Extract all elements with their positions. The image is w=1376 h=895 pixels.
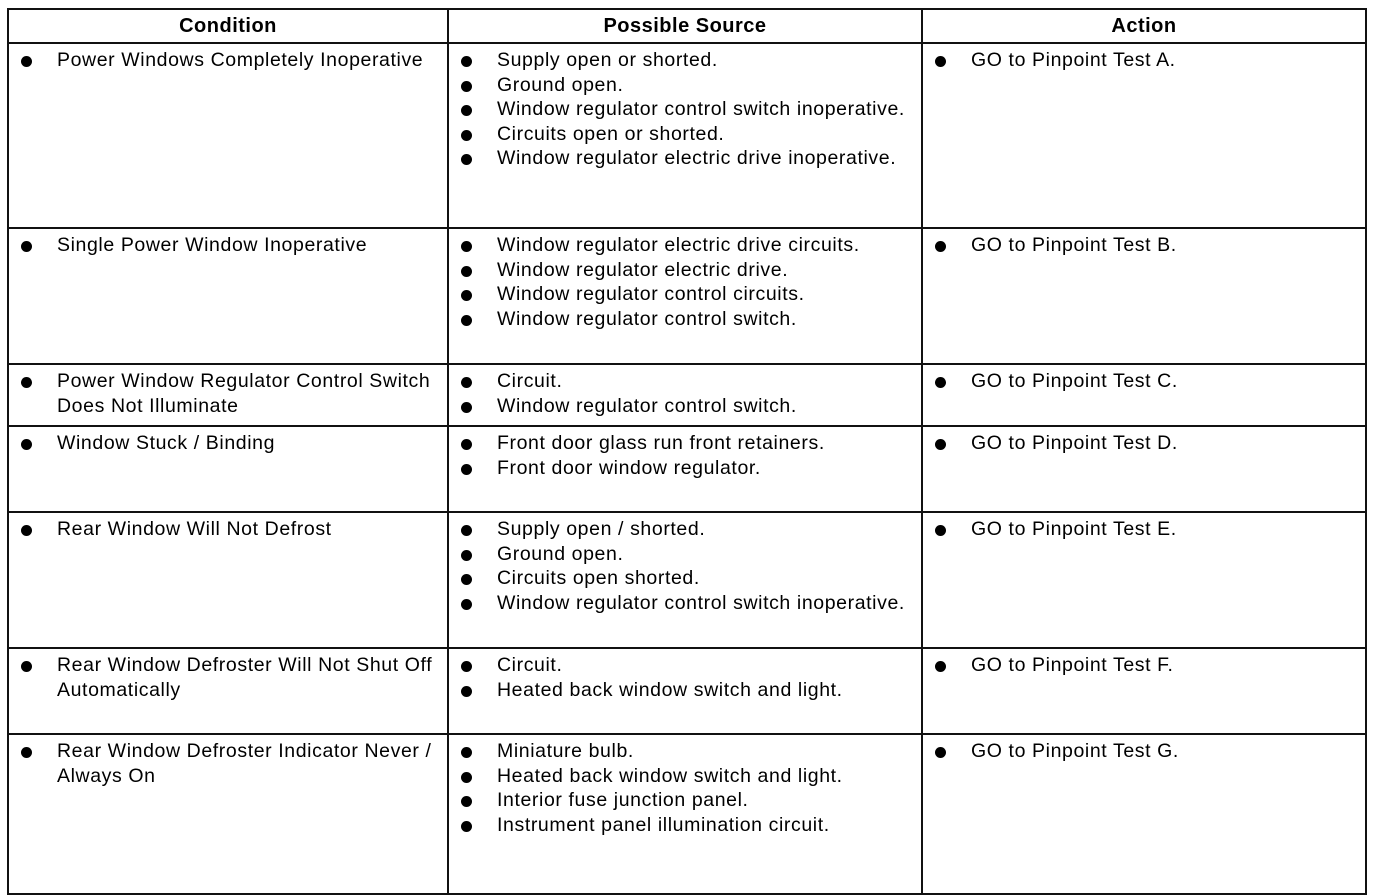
source-item: Front door window regulator. xyxy=(459,456,915,481)
source-item: Heated back window switch and light. xyxy=(459,678,915,703)
source-item: Window regulator control switch. xyxy=(459,394,915,419)
action-text: GO to Pinpoint Test D. xyxy=(933,431,1359,456)
source-item: Window regulator control circuits. xyxy=(459,282,915,307)
condition-cell xyxy=(8,734,448,894)
source-cell xyxy=(448,43,922,228)
table-row xyxy=(8,648,1366,734)
source-item: Circuit. xyxy=(459,369,915,394)
action-text: GO to Pinpoint Test G. xyxy=(933,739,1359,764)
source-item: Heated back window switch and light. xyxy=(459,764,915,789)
action-cell xyxy=(922,43,1366,228)
condition-cell xyxy=(8,43,448,228)
condition-cell xyxy=(8,512,448,648)
source-cell xyxy=(448,364,922,426)
source-item: Supply open or shorted. xyxy=(459,48,915,73)
table-row xyxy=(8,364,1366,426)
source-item: Miniature bulb. xyxy=(459,739,915,764)
condition-text: Rear Window Will Not Defrost xyxy=(19,517,441,542)
condition-text: Power Window Regulator Control Switch Does Not Illuminate xyxy=(19,369,441,418)
source-item: Ground open. xyxy=(459,73,915,98)
source-item: Window regulator electric drive circuits. xyxy=(459,233,915,258)
source-item: Circuits open shorted. xyxy=(459,566,915,591)
table-row xyxy=(8,43,1366,228)
source-item: Window regulator control switch inoperative. xyxy=(459,591,915,616)
action-cell xyxy=(922,648,1366,734)
action-text: GO to Pinpoint Test F. xyxy=(933,653,1359,678)
action-cell xyxy=(922,512,1366,648)
source-item: Interior fuse junction panel. xyxy=(459,788,915,813)
header-possible-source: Possible Source xyxy=(448,9,922,43)
header-condition: Condition xyxy=(8,9,448,43)
source-cell xyxy=(448,512,922,648)
action-text: GO to Pinpoint Test A. xyxy=(933,48,1359,73)
condition-text: Power Windows Completely Inoperative xyxy=(19,48,441,73)
source-cell xyxy=(448,734,922,894)
action-cell xyxy=(922,228,1366,364)
condition-text: Rear Window Defroster Will Not Shut Off Automatically xyxy=(19,653,441,702)
condition-cell xyxy=(8,228,448,364)
source-item: Supply open / shorted. xyxy=(459,517,915,542)
action-cell xyxy=(922,734,1366,894)
table-row xyxy=(8,734,1366,894)
header-action: Action xyxy=(922,9,1366,43)
action-cell xyxy=(922,426,1366,512)
source-item: Ground open. xyxy=(459,542,915,567)
source-item: Circuits open or shorted. xyxy=(459,122,915,147)
condition-cell xyxy=(8,648,448,734)
condition-text: Single Power Window Inoperative xyxy=(19,233,441,258)
source-item: Window regulator control switch. xyxy=(459,307,915,332)
condition-text: Window Stuck / Binding xyxy=(19,431,441,456)
source-cell xyxy=(448,648,922,734)
source-item: Instrument panel illumination circuit. xyxy=(459,813,915,838)
condition-cell xyxy=(8,364,448,426)
action-text: GO to Pinpoint Test E. xyxy=(933,517,1359,542)
action-cell xyxy=(922,364,1366,426)
table-row xyxy=(8,228,1366,364)
source-item: Circuit. xyxy=(459,653,915,678)
action-text: GO to Pinpoint Test C. xyxy=(933,369,1359,394)
source-item: Window regulator electric drive inoperative. xyxy=(459,146,915,171)
source-item: Front door glass run front retainers. xyxy=(459,431,915,456)
condition-text: Rear Window Defroster Indicator Never / Always On xyxy=(19,739,441,788)
source-item: Window regulator control switch inoperative. xyxy=(459,97,915,122)
diagnosis-table xyxy=(7,8,1367,895)
header-row xyxy=(8,9,1366,43)
source-cell xyxy=(448,228,922,364)
table-row xyxy=(8,426,1366,512)
source-cell xyxy=(448,426,922,512)
action-text: GO to Pinpoint Test B. xyxy=(933,233,1359,258)
table-row xyxy=(8,512,1366,648)
condition-cell xyxy=(8,426,448,512)
source-item: Window regulator electric drive. xyxy=(459,258,915,283)
